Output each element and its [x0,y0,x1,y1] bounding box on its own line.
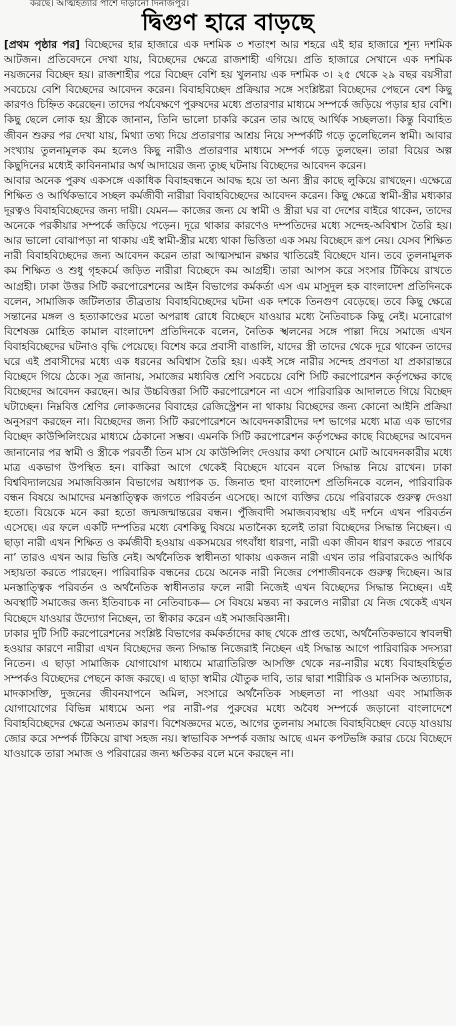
article-paragraph-1 [4,38,452,174]
paragraph-1-text: বিচ্ছেদের হার হাজারে এক দশমিক ৩ শতাংশ আর শহরে এই হার হাজারে শূন্য দশমিক আটজন। প্রতিবেদনে দেখা যায়, বিচ্ছেদের ক্ষেত্রে রাজশাহী এগিয়ে। প্রতি হাজারে সেখানে এক দশমিক নয়জনের বিচ্ছেদ হয়। রাজশাহীর পরে বিচ্ছেদ বেশি হয় খুলনায় এক দশমিক ৩। ২৫ থেকে ২৯ বছর বয়সীরা সবচেয়ে বেশি বিচ্ছেদের আবেদন করেন। বিবাহবিচ্ছেদ প্রক্রিয়ার সঙ্গে সংশ্লিষ্টরা বিচ্ছেদের পেছনে বেশ কিছু কারণও চিহ্নিত করেছেন। তাদের পর্যবেক্ষণে পুরুষদের মধ্যে প্রতারণার মাধ্যমে সম্পর্কে জড়িয়ে পড়ার হার বেশি। কিছু ছেলে লোক হয় স্ত্রীকে জানান, তিনি ভালো চাকরি করেন তার আছে আর্থিক সচ্ছলতা। কিন্তু বিবাহিত জীবন শুরুর পর দেখা যায়, মিথ্যা তথ্য দিয়ে প্রতারণার আশ্রয় নিয়ে সম্পর্কটি গড়ে তুলেছিলেন স্বামী। আবার সংখ্যায় তুলনামূলক কম হলেও কিছু নারীও প্রতারণার মাধ্যমে সম্পর্ক গড়ে তুলছেন। তারা বিয়ের অল্প কিছুদিনের মধ্যেই কাবিননামার অর্থ আদায়ের জন্য তুচ্ছ ঘটনায় বিচ্ছেদের আবেদন করেন। [4,39,452,172]
article-paragraph-2: আবার অনেক পুরুষ একসঙ্গে একাধিক বিবাহবন্ধনে আবদ্ধ হয়ে তা অন্য স্ত্রীর কাছে লুকিয়ে রাখছেন। এক্ষেত্রে শিক্ষিত ও আর্থিকভাবে সচ্ছল কর্মজীবী নারীরা বিবাহবিচ্ছেদের আবেদন করেন। কিছু ক্ষেত্রে স্বামী-স্ত্রীর মধ্যকার দূরত্বও বিবাহবিচ্ছেদের জন্য দায়ী। যেমন— কাজের জন্য যে স্বামী ও স্ত্রীরা ঘর বা দেশের বাইরে থাকেন, তাদের অনেকে পরকীয়ার সম্পর্কে জড়িয়ে পড়েন। দূরে থাকার কারণেও দম্পতিদের মধ্যে সন্দেহ-অবিশ্বাস তৈরি হয়। আর ভালো বোঝাপড়া না থাকায় এই স্বামী-স্ত্রীর মধ্যে থাকা ভিত্তিতা এক সময় বিচ্ছেদে রূপ নেয়। যেসব শিক্ষিত নারী বিবাহবিচ্ছেদের জন্য আবেদন করেন তারা আত্মসম্মান রক্ষার খাতিরেই বিচ্ছেদে যান। তবে তুলনামূলক কম শিক্ষিত ও শুধু গৃহকর্মে জড়িত নারীরা বিচ্ছেদে কম আগ্রহী। তারা আপস করে সংসার টিকিয়ে রাখতে আগ্রহী। ঢাকা উত্তর সিটি করপোরেশনের আইন বিভাগের কর্মকর্তা এস এম মাসুদুল হক বাংলাদেশ প্রতিদিনকে বলেন, সামাজিক জটিলতার তীব্রতায় বিবাহবিচ্ছেদের ঘটনা এক দশকে তিনগুণ বেড়েছে। তবে কিছু ক্ষেত্রে সন্তানের মঙ্গল ও হত্যাকাণ্ডের মতো অপরাধ রোধে বিচ্ছেদে যাওয়ার মধ্যে নৈতিবাচক কিছু নেই। মনোরোগ বিশেষজ্ঞ মোহিত কামাল বাংলাদেশ প্রতিদিনকে বলেন, নৈতিক স্খলনের সঙ্গে পাল্লা দিয়ে সমাজে এখন বিবাহবিচ্ছেদের ঘটনাও বৃদ্ধি পেয়েছে। বিশেষ করে প্রবাসী বাঙালি, যাদের স্ত্রী তাদের থেকে দূরে থাকেন তাদের ঘরে এই প্রবাসীদের মধ্যে এক ধরনের অবিশ্বাস তৈরি হয়। একই সঙ্গে নারীর সন্দেহ প্রবণতা যা প্রকারান্তরে বিচ্ছেদে গিয়ে ঠেকে। সূত্র জানায়, সমাজের মধ্যবিত্ত শ্রেণি সবচেয়ে বেশি সিটি করপোরেশন কর্তৃপক্ষের কাছে বিচ্ছেদের আবেদন করছেন। আর উচ্চবিত্তরা সিটি করপোরেশনে না এসে পারিবারিক আদালতে গিয়ে বিচ্ছেদ ঘটাচ্ছেন। নিম্নবিত্ত শ্রেণির লোকজনের বিবাহের রেজিস্ট্রেশন না থাকায় বিচ্ছেদের জন্য কোনো আইনি প্রক্রিয়া অনুসরণ করছেন না। বিচ্ছেদের জন্য সিটি করপোরেশনে আবেদনকারীদের দশ ভাগের মধ্যে মাত্র এক ভাগের বিচ্ছেদ কাউন্সিলিংয়ের মাধ্যমে ঠেকানো সম্ভব। এমনকি সিটি করপোরেশন কর্তৃপক্ষের কাছে বিচ্ছেদের আবেদন জানানোর পর স্বামী ও স্ত্রীকে পরবর্তী তিন মাস যে কাউন্সিলিং দেওয়ার কথা সেখানে মোট আবেদনকারীর মধ্যে মাত্র একভাগ উপস্থিত হন। বাকিরা আগে থেকেই বিচ্ছেদে যাবেন বলে সিদ্ধান্ত নিয়ে রাখেন। ঢাকা বিশ্ববিদ্যালয়ের সমাজবিজ্ঞান বিভাগের অধ্যাপক ড. জিনাত হুদা বাংলাদেশ প্রতিদিনকে বলেন, পারিবারিক বন্ধন বিষয়ে আমাদের মনস্তাত্ত্বিক জগতে পরিবর্তন এসেছে। আগে ব্যক্তির চেয়ে পরিবারকে গুরুত্ব দেওয়া হতো। বিয়েকে মনে করা হতো জন্মজন্মান্তরের বন্ধন। পুঁজিবাদী সমাজব্যবস্থায় এই দর্শনে এখন পরিবর্তন এসেছে। এর ফলে একটি দম্পতির মধ্যে বেশকিছু বিষয়ে মতানৈক্য হলেই তারা বিচ্ছেদের সিদ্ধান্ত নিচ্ছেন। এ ছাড়া নারী এখন শিক্ষিত ও কর্মজীবী হওয়ায় একসময়ের গৎবাঁধা ধারণা, নারী একা জীবন ধারণ করতে পারবে না’ তারও এখন আর ভিত্তি নেই। অর্থনৈতিক স্বাধীনতা থাকায় একজন নারী এখন তার পরিবারকেও আর্থিক সহায়তা করতে পারছেন। পারিবারিক বন্ধনের চেয়ে অনেক নারী নিজের পেশাজীবনকে গুরুত্ব দিচ্ছেন। আর মনস্তাত্ত্বিক পরিবর্তন ও অর্থনৈতিক স্বাধীনতার ফলে নারী নিজেই এখন বিচ্ছেদের সিদ্ধান্ত নিচ্ছেন। এই অবস্থাটি সমাজের জন্য ইতিবাচক না নেতিবাচক— সে বিষয়ে মন্তব্য না করলেও নারীরা যে নিজ থেকেই এখন বিচ্ছেদে যাওয়ার উদ্যোগ নিচ্ছেন, তা স্বীকার করেন এই সমাজবিজ্ঞানী। [4,174,452,625]
article-body [4,38,452,1022]
previous-article-fragment: করছে। আত্মহত্যার পাশে দাঁড়ানো দিনাজপুর। [30,0,190,8]
article-paragraph-3: ঢাকার দুটি সিটি করপোরেশনের সংশ্লিষ্ট বিভাগের কর্মকর্তাদের কাছ থেকে প্রাপ্ত তথ্যে, অর্থনৈতিকভাবে স্বাবলম্বী হওয়ার কারণে নারীরা এখন বিচ্ছেদের জন্য সিদ্ধান্ত নিজেরাই নিচ্ছেন এই সিদ্ধান্ত আগে পারিবারিক সদস্যরা নিতেন। এ ছাড়া সামাজিক যোগাযোগ মাধ্যমে মাত্রাতিরিক্ত আসক্তি থেকে নর-নারীর মধ্যে বিবাহবহির্ভূত সম্পর্কও বিচ্ছেদের পেছনে কাজ করছে। এ ছাড়া স্বামীর যৌতুক দাবি, তার দ্বারা শারীরিক ও মানসিক অত্যাচার, মাদকাসক্তি, দুজনের জীবনযাপনে অমিল, সংসারে অর্থনৈতিক সচ্ছলতা না পাওয়া এবং সামাজিক যোগাযোগের বিভিন্ন মাধ্যমে অন্য পর নারী-পর পুরুষের মধ্যে অবৈধ সম্পর্কে জড়ানো বাংলাদেশে বিবাহবিচ্ছেদের ক্ষেত্রে অন্যতম কারণ। বিশেষজ্ঞদের মতে, আগের তুলনায় সমাজে বিবাহবিচ্ছেদ বেড়ে যাওয়ায় জোর করে সম্পর্ক টিকিয়ে রাখা সহজ নয়। স্বাভাবিক সম্পর্ক বজায় আছে এমন কপটভঙ্গি করার চেয়ে বিচ্ছেদে যাওয়াকে তারা সমাজ ও পরিবারের জন্য ক্ষতিকর বলে মনে করছেন না। [4,627,452,761]
continuation-tag: [প্রথম পৃষ্ঠার পর] [4,39,80,51]
article-headline: দ্বিগুণ হারে বাড়ছে [141,10,315,36]
